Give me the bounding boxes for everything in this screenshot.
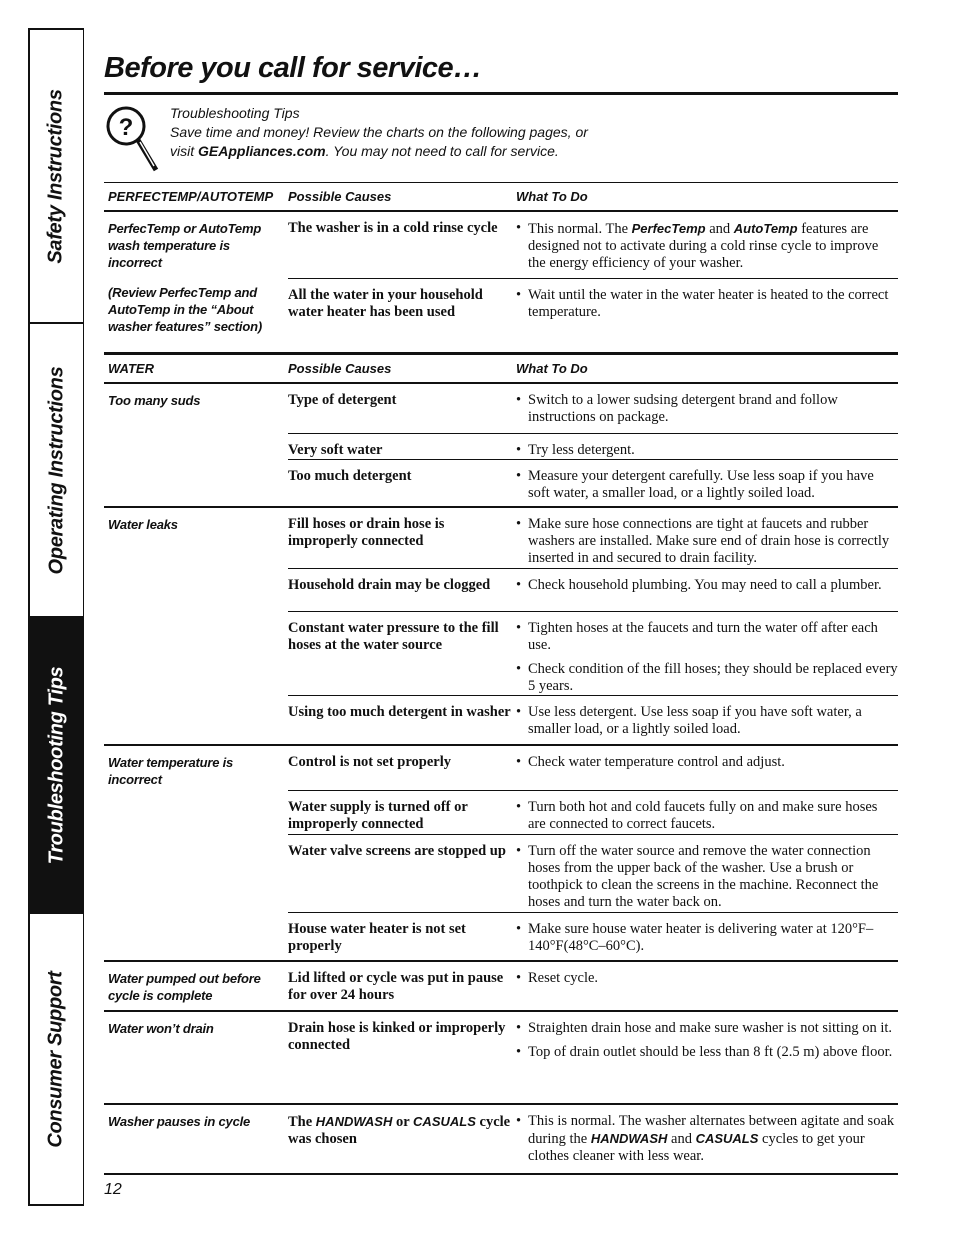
- table-row: [288, 962, 898, 1010]
- possible-cause: Drain hose is kinked or improperly connected: [288, 1020, 506, 1053]
- table-header-row: [104, 354, 898, 384]
- what-to-do: [516, 1113, 898, 1172]
- what-to-do: [516, 287, 898, 328]
- problem-note: (Review PerfecTemp and AutoTemp in the “About washer features” section): [108, 285, 262, 334]
- problem-group: [104, 1012, 898, 1105]
- what-to-do: [516, 516, 898, 574]
- emphasis-text: CASUALS: [695, 1131, 759, 1146]
- possible-cause: Type of detergent: [288, 392, 397, 408]
- what-to-do: [516, 577, 898, 601]
- tips-line-2: visit GEAppliances.com. You may not need to call for service.: [170, 143, 559, 159]
- possible-cause: Very soft water: [288, 442, 383, 458]
- possible-cause: The washer is in a cold rinse cycle: [288, 220, 498, 236]
- possible-cause: Household drain may be clogged: [288, 577, 491, 593]
- what-to-do: [516, 704, 898, 745]
- possible-cause: The HANDWASH or CASUALS cycle was chosen: [288, 1114, 511, 1147]
- action-item: • This is normal. The washer alternates between agitate and soak during the HANDWASH and CASUALS cycles to get your clothes cleaner with less wear.: [516, 1113, 898, 1165]
- what-to-do: [516, 843, 898, 918]
- geappliances-link[interactable]: GEAppliances.com: [198, 143, 326, 159]
- svg-text:?: ?: [118, 114, 134, 141]
- what-to-do: [516, 620, 898, 702]
- possible-cause: Constant water pressure to the fill hoses at the water source: [288, 620, 499, 653]
- troubleshooting-tips-box: [104, 104, 704, 176]
- table-row: [288, 1105, 898, 1173]
- action-item: • Check condition of the fill hoses; they should be replaced every 5 years.: [516, 661, 898, 695]
- action-item: • Tighten hoses at the faucets and turn the water off after each use.: [516, 620, 898, 654]
- table-row: [288, 834, 898, 912]
- tab-troubleshooting-tips[interactable]: Troubleshooting Tips: [30, 618, 83, 914]
- tips-line-1: Save time and money! Review the charts on the following pages, or: [170, 124, 588, 140]
- possible-cause: Using too much detergent in washer: [288, 704, 511, 720]
- possible-cause: Too much detergent: [288, 468, 412, 484]
- table-row: [288, 912, 898, 960]
- what-to-do: [516, 220, 898, 279]
- emphasis-text: PerfecTemp: [631, 221, 706, 236]
- tab-consumer-support[interactable]: Consumer Support: [45, 970, 68, 1148]
- what-to-do: [516, 392, 898, 433]
- what-to-do: [516, 468, 898, 509]
- possible-cause: Lid lifted or cycle was put in pause for over 24 hours: [288, 970, 504, 1003]
- section-tabs: [28, 28, 84, 1206]
- table-row: [288, 695, 898, 744]
- possible-cause: Control is not set properly: [288, 754, 451, 770]
- table-row: [288, 278, 898, 354]
- table-row: [288, 611, 898, 695]
- action-item: • Check water temperature control and adjust.: [516, 754, 898, 771]
- action-item: • Top of drain outlet should be less than 8 ft (2.5 m) above floor.: [516, 1044, 898, 1061]
- possible-cause: Water valve screens are stopped up: [288, 843, 506, 859]
- action-item: • Straighten drain hose and make sure washer is not sitting on it.: [516, 1020, 898, 1037]
- column-header: PERFECTEMP/AUTOTEMP: [108, 189, 274, 204]
- action-item: • Check household plumbing. You may need to call a plumber.: [516, 577, 898, 594]
- problem-label: Water won’t drain: [108, 1021, 214, 1036]
- page-title: Before you call for service…: [104, 52, 482, 84]
- table-row: [288, 508, 898, 568]
- problem-group: [104, 212, 898, 354]
- what-to-do: [516, 754, 898, 778]
- column-header: What To Do: [516, 361, 588, 376]
- action-item: • Make sure house water heater is delivering water at 120°F–140°F(48°C–60°C).: [516, 921, 898, 955]
- action-item: • Turn both hot and cold faucets fully on and make sure hoses are connected to correct faucets.: [516, 799, 898, 833]
- action-item: • Measure your detergent carefully. Use less soap if you have soft water, a smaller load, or a lightly soiled load.: [516, 468, 898, 502]
- troubleshooting-table: [104, 182, 898, 1175]
- table-header-row: [104, 182, 898, 212]
- table-row: [288, 746, 898, 790]
- page-number: 12: [104, 1181, 122, 1198]
- problem-label: Water leaks: [108, 517, 178, 532]
- problem-group: [104, 746, 898, 962]
- emphasis-text: CASUALS: [413, 1114, 476, 1129]
- possible-cause: House water heater is not set properly: [288, 921, 466, 954]
- tips-text: [170, 104, 588, 161]
- action-item: • Make sure hose connections are tight at faucets and rubber washers are installed. Make sure end of drain hose is correctly inserted in and secured to drain facility.: [516, 516, 898, 567]
- tab-safety-instructions[interactable]: Safety Instructions: [30, 30, 83, 324]
- action-item: • Turn off the water source and remove the water connection hoses from the upper back of the washer. Use a brush or toothpick to clean the screens in the machine. Reconnect the hoses and turn the water back on.: [516, 843, 898, 911]
- emphasis-text: AutoTemp: [733, 221, 798, 236]
- possible-cause: Water supply is turned off or improperly connected: [288, 799, 468, 832]
- possible-cause: All the water in your household water heater has been used: [288, 287, 483, 320]
- problem-group: [104, 384, 898, 508]
- problem-group: [104, 508, 898, 746]
- emphasis-text: HANDWASH: [315, 1114, 393, 1129]
- title-divider: [104, 92, 898, 95]
- column-header: What To Do: [516, 189, 588, 204]
- emphasis-text: HANDWASH: [590, 1131, 668, 1146]
- problem-label: Too many suds: [108, 393, 201, 408]
- column-header: Possible Causes: [288, 361, 392, 376]
- action-item: • Switch to a lower sudsing detergent brand and follow instructions on package.: [516, 392, 898, 426]
- tab-operating-instructions[interactable]: Operating Instructions: [30, 324, 83, 618]
- question-magnifier-icon: [104, 104, 164, 176]
- possible-cause: Fill hoses or drain hose is improperly connected: [288, 516, 445, 549]
- problem-label: PerfecTemp or AutoTemp wash temperature is incorrect: [108, 221, 262, 270]
- what-to-do: [516, 970, 898, 994]
- problem-label: Washer pauses in cycle: [108, 1114, 251, 1129]
- tips-heading: Troubleshooting Tips: [170, 105, 300, 121]
- what-to-do: [516, 1020, 898, 1068]
- column-header: Possible Causes: [288, 189, 392, 204]
- table-row: [288, 384, 898, 433]
- problem-label: Water pumped out before cycle is complete: [108, 971, 261, 1003]
- action-item: • Wait until the water in the water heater is heated to the correct temperature.: [516, 287, 898, 321]
- action-item: • Try less detergent.: [516, 442, 898, 459]
- table-row: [288, 790, 898, 834]
- table-row: [288, 433, 898, 459]
- column-header: WATER: [108, 361, 154, 376]
- problem-group: [104, 962, 898, 1012]
- table-row: [288, 568, 898, 611]
- what-to-do: [516, 921, 898, 962]
- table-row: [288, 1012, 898, 1103]
- problem-label: Water temperature is incorrect: [108, 755, 234, 787]
- action-item: • Reset cycle.: [516, 970, 898, 987]
- table-row: [288, 212, 898, 278]
- problem-group: [104, 1105, 898, 1175]
- action-item: • This normal. The PerfecTemp and AutoTemp features are designed not to activate during a cold rinse cycle to improve the energy efficiency of your washer.: [516, 220, 898, 272]
- table-row: [288, 459, 898, 508]
- action-item: • Use less detergent. Use less soap if you have soft water, a smaller load, or a lightly soiled load.: [516, 704, 898, 738]
